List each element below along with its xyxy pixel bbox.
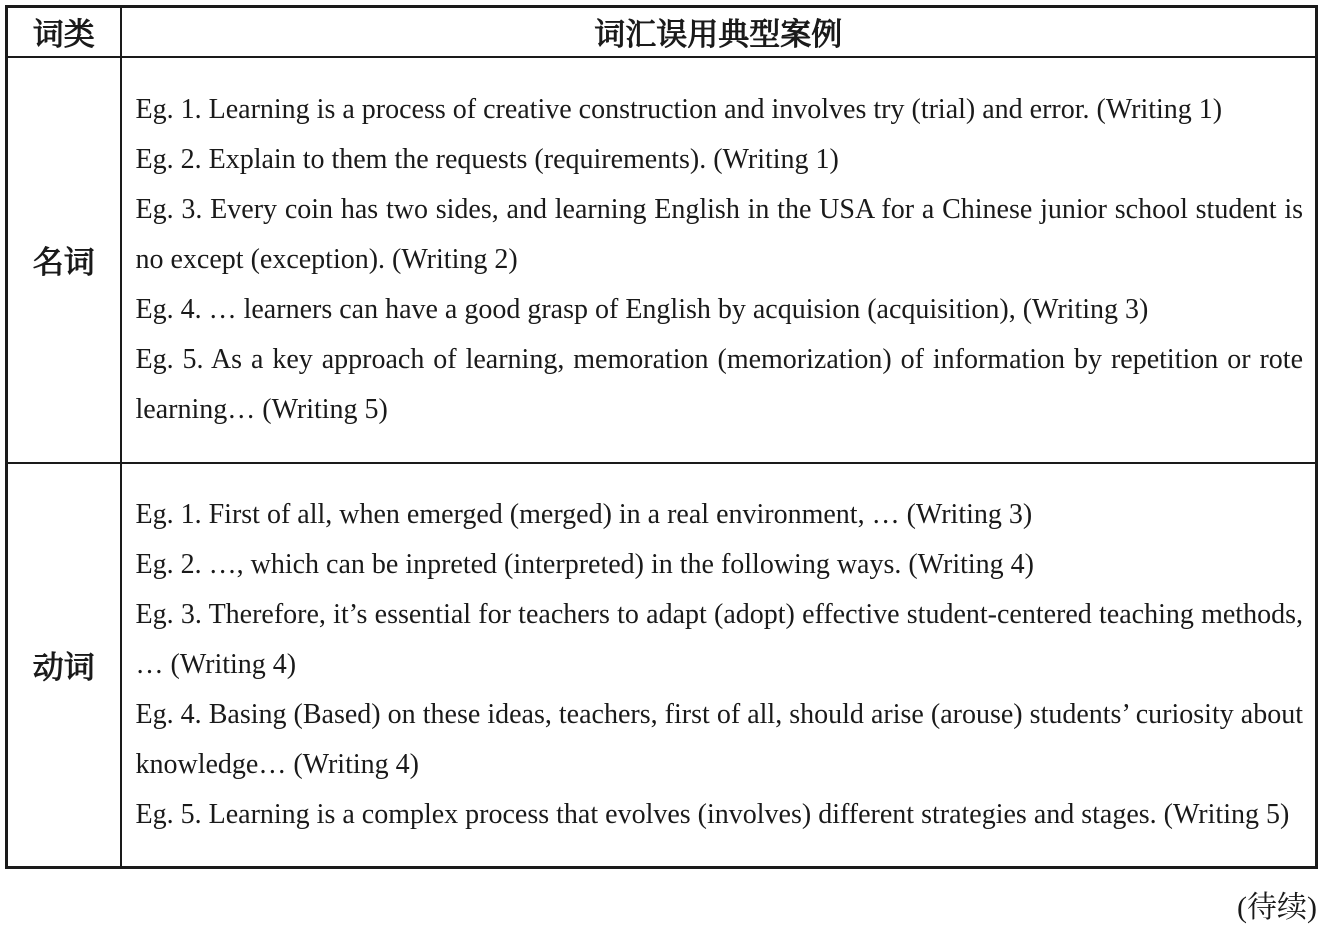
table-row-noun: [7, 57, 1317, 463]
vocabulary-misuse-table: [5, 5, 1318, 869]
header-cell-word-class: 词类: [7, 7, 121, 57]
example-paragraph: Eg. 1. First of all, when emerged (merged) in a real environment, … (Writing 3): [135, 498, 1033, 530]
table-header-row: [7, 7, 1317, 57]
examples-cell-verb: [121, 463, 1317, 868]
table-row-verb: [7, 463, 1317, 868]
header-cell-examples-title: 词汇误用典型案例: [121, 7, 1317, 57]
example-paragraph: Eg. 1. Learning is a process of creative construction and involves try (trial) and error. (Writing 1): [135, 93, 1223, 125]
example-paragraph: Eg. 4. Basing (Based) on these ideas, teachers, first of all, should arise (arouse) students’ curiosity about knowledge… (Writing 4): [135, 698, 1303, 780]
to-be-continued-note: (待续): [1237, 891, 1317, 924]
example-paragraph: Eg. 3. Every coin has two sides, and learning English in the USA for a Chinese junior school student is no except (exception). (Writing 2): [135, 193, 1303, 275]
examples-cell-noun: [121, 57, 1317, 463]
category-cell-noun: 名词: [7, 57, 121, 463]
example-paragraph: Eg. 3. Therefore, it’s essential for teachers to adapt (adopt) effective student-centered teaching methods, … (Writing 4): [135, 598, 1303, 680]
example-paragraph: Eg. 2. …, which can be inpreted (interpreted) in the following ways. (Writing 4): [135, 548, 1035, 580]
example-paragraph: Eg. 2. Explain to them the requests (requirements). (Writing 1): [135, 143, 839, 175]
example-paragraph: Eg. 4. … learners can have a good grasp of English by acquision (acquisition), (Writing 3): [135, 293, 1149, 325]
category-cell-verb: 动词: [7, 463, 121, 868]
example-paragraph: Eg. 5. As a key approach of learning, memoration (memorization) of information by repetition or rote learning… (Writing 5): [135, 343, 1303, 425]
example-paragraph: Eg. 5. Learning is a complex process that evolves (involves) different strategies and stages. (Writing 5): [135, 798, 1290, 830]
